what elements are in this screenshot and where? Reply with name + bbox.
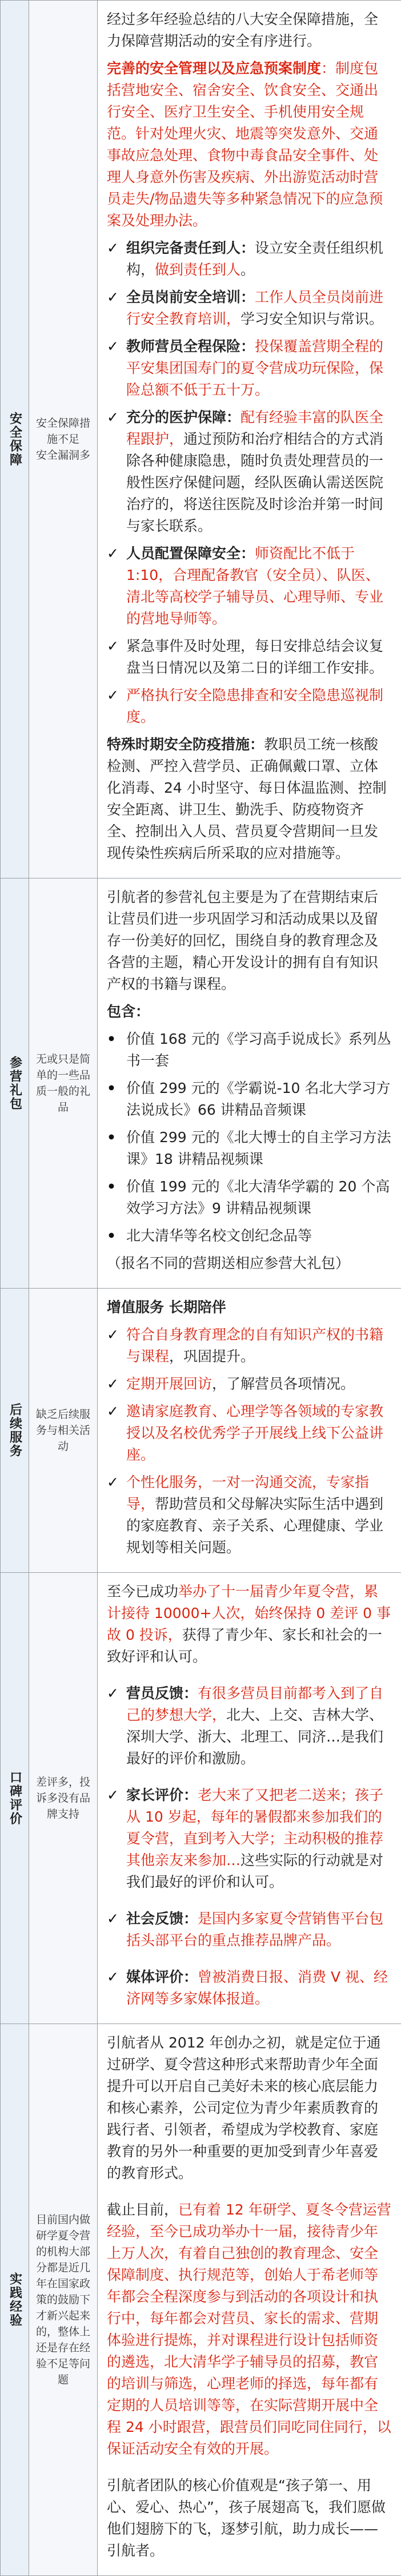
item-text (126, 1078, 392, 1121)
highlight-text: 心理老师的择选，每年都有定期的人员培训等等， (107, 2375, 378, 2414)
checklist-item (107, 1401, 392, 1466)
checklist-item (107, 685, 392, 728)
item-text (126, 543, 392, 630)
text-span: 紧急事件及时处理，每日安排总结会议复盘当日情况以及第二日的详细工作安排。 (126, 638, 383, 676)
category-label: 后续服务 (6, 1403, 23, 1458)
text-span: 学习安全知识与常识。 (240, 311, 383, 327)
highlight-text: 个性化服务，一对一沟通交流，专家指导， (126, 1474, 369, 1512)
paragraph-gap (107, 2190, 392, 2199)
paragraph (107, 1001, 392, 1023)
checklist-item (107, 1966, 392, 2010)
highlight-text: 配有经验丰富的队医全程跟护， (126, 409, 383, 447)
checkmark-icon: ✓ (107, 1401, 126, 1422)
bullet-icon: • (107, 1078, 126, 1099)
list-item (107, 1225, 392, 1247)
summary-text: 无或只是简单的一些品质一般的礼品 (34, 1051, 93, 1115)
text-span: 设立安全责任组织机构， (126, 240, 383, 278)
highlight-text: 每年都会对营员、家长的需求、营期体验进行提炼，并对课程进行设计包括师资的遴选， (107, 2310, 378, 2370)
text-span: 截止目前， (107, 2201, 178, 2218)
list-item (107, 1028, 392, 1072)
list-item (107, 1176, 392, 1219)
checkmark-icon: ✓ (107, 1324, 126, 1346)
paragraph (107, 734, 392, 864)
checklist-item (107, 1472, 392, 1559)
text-span: 帮助营员和父母解决实际生活中遇到的家庭教育、亲子关系、心理健康、学业规划等相关问题。 (126, 1496, 383, 1556)
text-span: 。 (240, 261, 255, 278)
item-text (126, 1127, 392, 1170)
table-row (1, 1289, 401, 1573)
highlight-text: 符合自身教育理念的自有知识产权的书籍与课程 (126, 1326, 383, 1365)
item-text (126, 1373, 392, 1395)
paragraph (107, 1253, 392, 1274)
paragraph (107, 9, 392, 52)
row-category (1, 1573, 29, 2024)
bold-lead-text: 特殊时期安全防疫措施： (107, 736, 264, 753)
checkmark-icon: ✓ (107, 543, 126, 565)
summary-text: 缺乏后续服务与相关活动 (34, 1406, 93, 1454)
text-span: 引航者从 2012 年创办之初，就是定位于通过研学、夏令营这种形式来帮助青少年全面提升可以开启自己美好未来的核心底层能力和核心素养，公司定位为青少年素质教育的践行者、引领者，希望成为学校教育、家庭教育的另外一种重要的更加受到青少年喜爱的教育形式。 (107, 2034, 381, 2181)
row-detail (98, 1, 401, 878)
paragraph-gap (107, 2466, 392, 2475)
checkmark-icon: ✓ (107, 1683, 126, 1704)
item-text (126, 1225, 392, 1247)
item-text (126, 1472, 392, 1559)
highlight-text: 是国内多家夏令营销售平台包括头部平台的重点推荐品牌产品。 (126, 1910, 383, 1949)
item-text (126, 1028, 392, 1072)
checklist-item (107, 543, 392, 630)
highlight-text: ：制度包括营地安全、宿舍安全、饮食安全、交通出行安全、医疗卫生安全、手机使用安全规范。针对处理火灾、地震等突发意外、交通事故应急处理、食物中毒食品安全事件、处理人身意外伤害及疾病、外出游览活动时营员走失/物品遗失等多种紧急情况下的应急预案及处理办法。 (107, 60, 383, 229)
paragraph (107, 887, 392, 995)
highlight-text: 定期开展回访 (126, 1376, 212, 1392)
highlight-text: 严格执行安全隐患排查和安全隐患巡视制度。 (126, 687, 383, 725)
highlight-text: 创始人于希老师等年都会全程深度参与到活动的各项设计和执行中， (107, 2267, 378, 2327)
checklist-item (107, 1683, 392, 1770)
bold-lead-text: 教师营员全程保险： (126, 338, 255, 355)
category-label: 口碑评价 (6, 1771, 23, 1826)
text-span: ，了解营员各项情况。 (212, 1376, 355, 1392)
highlight-text: 举办了十一届青少年夏令营，累计接待 10000+人次，始终保持 0 差评 0 事故 0 投诉， (107, 1583, 391, 1643)
row-summary (29, 878, 98, 1289)
bold-lead-text: 社会反馈： (126, 1910, 198, 1927)
checkmark-icon: ✓ (107, 685, 126, 706)
table-row (1, 1573, 401, 2024)
category-label: 安全保障 (6, 412, 23, 467)
paragraph (107, 1297, 392, 1318)
checkmark-icon: ✓ (107, 1966, 126, 1988)
text-span: ，巩固提升。 (169, 1348, 255, 1365)
checkmark-icon: ✓ (107, 1908, 126, 1930)
highlight-text: 投保覆盖营期全程的平安集团国寿门的夏令营成功玩保险，保险总额不低于五十万。 (126, 338, 383, 398)
row-detail (98, 878, 401, 1289)
bold-lead-text: 人员配置保障安全： (126, 545, 255, 562)
checklist-item (107, 336, 392, 401)
checklist-item (107, 1908, 392, 1951)
row-summary (29, 2024, 98, 2576)
item-text (126, 336, 392, 401)
checkmark-icon: ✓ (107, 1373, 126, 1395)
text-span: 至今已成功 (107, 1583, 178, 1600)
checkmark-icon: ✓ (107, 1472, 126, 1493)
item-text (126, 407, 392, 537)
row-category (1, 2024, 29, 2576)
table-row (1, 878, 401, 1289)
item-text (126, 1401, 392, 1466)
row-category (1, 1289, 29, 1573)
text-span: （报名不同的营期送相应参营大礼包） (107, 1255, 350, 1271)
bold-lead-text: 媒体评价： (126, 1969, 198, 1985)
list-item (107, 1078, 392, 1121)
highlight-text: 邀请家庭教育、心理学等各领域的专家教授以及名校优秀学子开展线上线下公益讲座。 (126, 1403, 383, 1463)
paragraph-gap (107, 1957, 392, 1966)
item-text (126, 237, 392, 281)
item-text (126, 1908, 392, 1951)
bold-lead-text: 全员岗前安全培训： (126, 289, 255, 305)
row-detail (98, 1289, 401, 1573)
text-span: 北大清华等名校文创纪念品等 (126, 1227, 312, 1244)
summary-text: 安全保障措施不足 安全漏洞多 (34, 415, 93, 463)
row-category (1, 1, 29, 878)
category-label: 参营礼包 (6, 1056, 23, 1111)
item-text (126, 1966, 392, 2010)
category-label: 实践经验 (6, 2272, 23, 2327)
checklist-item (107, 1324, 392, 1367)
row-summary (29, 1, 98, 878)
paragraph-gap (107, 1673, 392, 1683)
highlight-text: 教官的培训与筛选， (107, 2354, 378, 2392)
checkmark-icon: ✓ (107, 635, 126, 657)
highlight-text: 曾被消费日报、消费 V 视、经济网等多家媒体报道。 (126, 1969, 388, 2007)
bold-lead-text: 充分的医护保障： (126, 409, 240, 426)
item-text (126, 1683, 392, 1770)
text-span: 通过预防和治疗相结合的方式消除各种健康隐患，随时负责处理营员的一般性医疗保健问题，经队医确认需送医院治疗的，将送往医院及时诊治并第一时间与家长联系。 (126, 431, 383, 534)
table-row (1, 2024, 401, 2576)
highlight-text: 北大清华学子辅导员的招募， (164, 2354, 350, 2370)
bold-lead-text: 包含： (107, 1003, 150, 1020)
row-summary (29, 1289, 98, 1573)
text-span: 北大、上交、吉林大学、深圳大学、浙大、北理工、同济…是我们最好的评价和激励。 (126, 1707, 383, 1767)
text-span: 教职员工统一核酸检测、严控入营学员、正确佩戴口罩、立体化消毒、24 小时坚守、每日体温监测、控制安全距离、讲卫生、勤洗手、防疫物资齐全、控制出入人员、营员夏令营期间一旦发现传染性疾病后所采取的应对措施等。 (107, 736, 387, 861)
highlight-text: 师资配比不低于1:10，合理配备教官（安全员）、队医、清北等高校学子辅导员、心理导师、专业的营地导师等。 (126, 545, 383, 627)
bullet-icon: • (107, 1127, 126, 1148)
summary-text: 差评多，投诉多没有品牌支持 (34, 1774, 93, 1822)
paragraph (107, 1581, 392, 1668)
table-row (1, 1, 401, 878)
bold-lead-text: 组织完备责任到人： (126, 240, 255, 256)
checklist-item (107, 237, 392, 281)
text-span: 获得了青少年、家长和社会的一致好评和认可。 (107, 1627, 382, 1665)
text-span: 这些实际的行动就是对我们最好的评价和认可。 (126, 1852, 383, 1890)
bullet-icon: • (107, 1225, 126, 1247)
checkmark-icon: ✓ (107, 287, 126, 308)
item-text (126, 1784, 392, 1893)
bold-lead-text: 家长评价： (126, 1787, 198, 1803)
checklist-item (107, 1784, 392, 1893)
highlight-text: 做到责任到人 (155, 261, 240, 278)
highlight-text: 工作人员全员岗前进行安全教育培训， (126, 289, 383, 327)
item-text (126, 287, 392, 330)
item-text (126, 635, 392, 679)
highlight-text: 在实际营期开展中全程 24 小时跟营，跟营员们同吃同住同行，以保证活动安全有效的开展。 (107, 2397, 391, 2457)
highlight-text: 有很多营员目前都考入到了自己的梦想大学， (126, 1685, 383, 1723)
paragraph-gap (107, 1775, 392, 1784)
checkmark-icon: ✓ (107, 1784, 126, 1806)
checkmark-icon: ✓ (107, 237, 126, 259)
paragraph (107, 2032, 392, 2184)
bold-lead-text: 营员反馈： (126, 1685, 198, 1702)
highlight-text: 完善的安全管理以及应急预案制度 (107, 60, 321, 77)
paragraph (107, 2199, 392, 2460)
text-span: 引航者的参营礼包主要是为了在营期结束后让营员们进一步巩固学习和活动成果以及留存一份美好的回忆，围绕自身的教育理念及各营的主题，精心开发设计的拥有自有知识产权的书籍与课程。 (107, 889, 378, 992)
text-span: 经过多年经验总结的八大安全保障措施，全力保障营期活动的安全有序进行。 (107, 11, 378, 49)
checklist-item (107, 635, 392, 679)
bullet-icon: • (107, 1028, 126, 1050)
row-summary (29, 1573, 98, 2024)
text-span: 价值 299 元的《北大博士的自主学习方法课》18 讲精品视频课 (126, 1129, 391, 1167)
row-category (1, 878, 29, 1289)
paragraph (107, 2475, 392, 2562)
item-text (126, 1324, 392, 1367)
text-span: 价值 299 元的《学霸说-10 名北大学习方法说成长》66 讲精品音频课 (126, 1080, 390, 1118)
checklist-item (107, 407, 392, 537)
row-detail (98, 2024, 401, 2576)
checklist-item (107, 287, 392, 330)
paragraph (107, 58, 392, 232)
checkmark-icon: ✓ (107, 407, 126, 428)
text-span: 引航者团队的核心价值观是“孩子第一、用心、爱心、热心”，孩子展翅高飞，我们愿做他们翅膀下的飞，逐梦引航，助力成长——引航者。 (107, 2477, 386, 2559)
list-item (107, 1127, 392, 1170)
paragraph-gap (107, 1899, 392, 1908)
highlight-text: 老大来了又把老二送来；孩子从 10 岁起，每年的暑假都来参加我们的夏令营，直到考入大学；主动积极的推荐其他亲友来参加… (126, 1787, 383, 1869)
item-text (126, 685, 392, 728)
summary-text: 目前国内做研学夏令营的机构大部分都是近几年在国家政策的鼓励下才新兴起来的，整体上还是存在经验不足等问题 (34, 2212, 93, 2388)
checkmark-icon: ✓ (107, 336, 126, 357)
text-span: 价值 199 元的《北大清华学霸的 20 个高效学习方法》9 讲精品视频课 (126, 1178, 390, 1217)
text-span: 价值 168 元的《学习高手说成长》系列丛书一套 (126, 1031, 391, 1069)
bold-lead-text: 增值服务 长期陪伴 (107, 1299, 226, 1315)
bullet-icon: • (107, 1176, 126, 1198)
highlight-text: 已有着 12 年研学、夏冬令营运营经验，至今已成功举办十一届，接待青少年上万人次，有着自己独创的教育理念、安全保障制度、执行规范等， (107, 2201, 391, 2283)
row-detail (98, 1573, 401, 2024)
item-text (126, 1176, 392, 1219)
checklist-item (107, 1373, 392, 1395)
